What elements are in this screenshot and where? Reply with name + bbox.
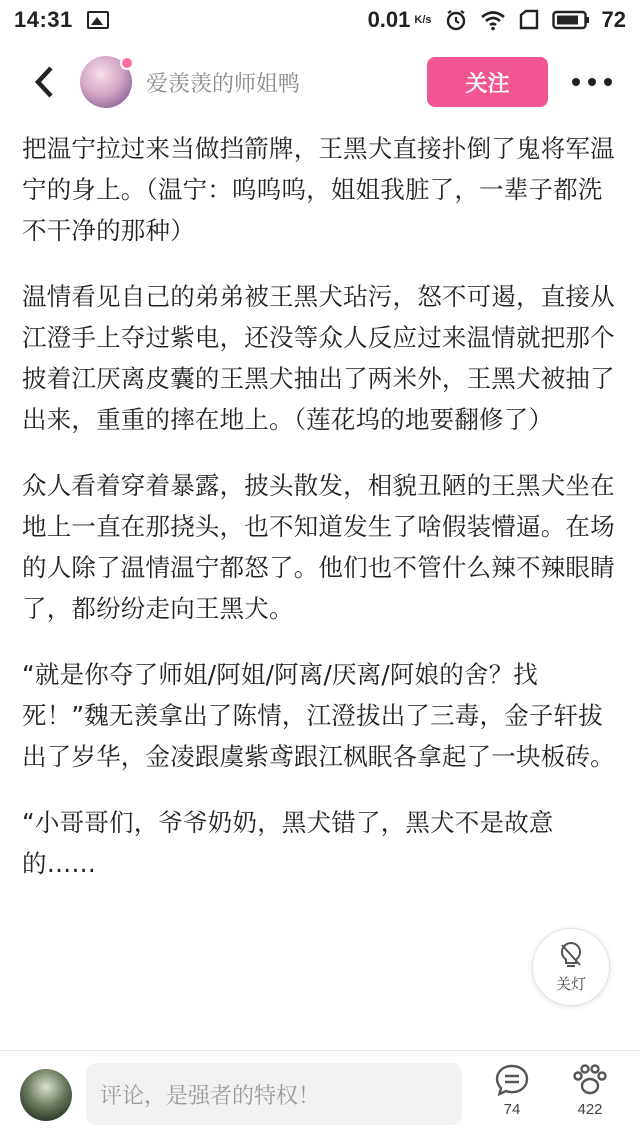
- more-dot-icon: [604, 78, 612, 86]
- lights-off-label: 关灯: [555, 974, 586, 993]
- bottom-action-bar: [0, 1050, 640, 1138]
- more-dot-icon: [572, 78, 580, 86]
- lightbulb-off-icon: [557, 941, 585, 971]
- comment-input[interactable]: 评论，是强者的特权！: [86, 1063, 462, 1125]
- lights-off-button[interactable]: [532, 928, 610, 1006]
- article-paragraph: 温情看见自己的弟弟被王黑犬玷污，怒不可遏，直接从江澄手上夺过紫电，还没等众人反应过来温情就把那个披着江厌离皮囊的王黑犬抽出了两米外，王黑犬被抽了出来，重重的摔在地上。（莲花坞的地要翻修了）: [22, 282, 615, 434]
- status-right-group: [368, 7, 626, 33]
- comment-count: 74: [503, 1101, 521, 1118]
- article-header: [0, 40, 640, 124]
- author-avatar[interactable]: [80, 56, 132, 108]
- article-paragraph: “小哥哥们，爷爷奶奶，黑犬错了，黑犬不是故意的……: [22, 808, 554, 878]
- comment-icon: [494, 1063, 530, 1097]
- alarm-icon: [444, 8, 468, 32]
- battery-icon: [552, 10, 590, 30]
- article-body: [22, 128, 622, 1056]
- paw-icon: [571, 1063, 609, 1097]
- comments-button[interactable]: [482, 1063, 542, 1118]
- back-button[interactable]: [14, 40, 74, 124]
- likes-button[interactable]: [560, 1063, 620, 1118]
- more-dot-icon: [588, 78, 596, 86]
- more-options-button[interactable]: [572, 70, 612, 94]
- wifi-icon: [480, 9, 506, 31]
- battery-level: 72: [601, 7, 626, 32]
- user-avatar[interactable]: [20, 1069, 72, 1121]
- image-notification-icon: [87, 11, 109, 29]
- back-arrow-icon: [33, 65, 55, 99]
- article-paragraph: 把温宁拉过来当做挡箭牌，王黑犬直接扑倒了鬼将军温宁的身上。（温宁：呜呜呜，姐姐我脏了，一辈子都洗不干净的那种）: [22, 134, 615, 245]
- network-speed: 0.01: [367, 7, 411, 32]
- follow-button[interactable]: 关注: [427, 57, 548, 107]
- article-paragraph: “就是你夺了师姐/阿姐/阿离/厌离/阿娘的舍？找死！”魏无羡拿出了陈情，江澄拔出了三毒，金子轩拔出了岁华，金凌跟虞紫鸢跟江枫眠各拿起了一块板砖。: [22, 660, 615, 771]
- author-name[interactable]: 爱羡羡的师姐鸭: [146, 71, 301, 97]
- article-paragraph: 众人看着穿着暴露，披头散发，相貌丑陋的王黑犬坐在地上一直在那挠头，也不知道发生了啥假装懵逼。在场的人除了温情温宁都怒了。他们也不管什么辣不辣眼睛了，都纷纷走向王黑犬。: [22, 471, 615, 623]
- like-count: 422: [577, 1101, 603, 1118]
- sim-icon: [518, 9, 540, 31]
- status-bar: [0, 0, 640, 40]
- status-time: 14:31: [14, 7, 73, 32]
- network-speed-unit: K/s: [414, 13, 432, 26]
- verified-badge-icon: [120, 56, 134, 70]
